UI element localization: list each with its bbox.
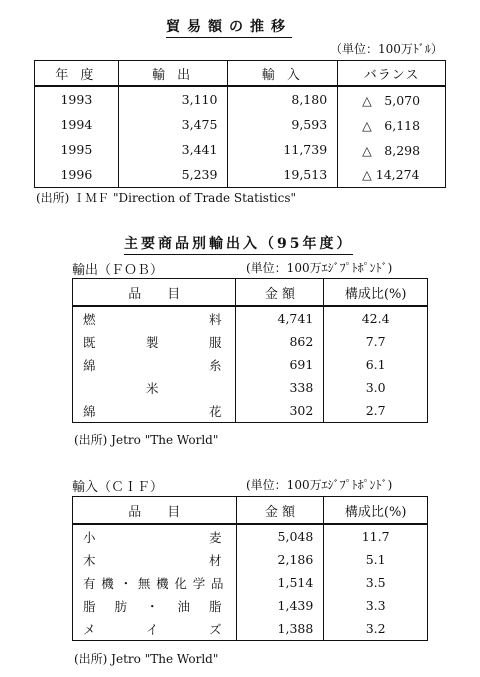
amount-cell: 1,439 bbox=[236, 594, 324, 617]
header-amount: 金 額 bbox=[236, 279, 324, 307]
header-export: 輸 出 bbox=[118, 61, 228, 87]
item-cell: 小麦 bbox=[73, 524, 237, 548]
goods-title: 主要商品別輸出入（95年度） bbox=[124, 233, 353, 255]
item-cell: 既製服 bbox=[73, 330, 236, 353]
item-cell: メイズ bbox=[73, 617, 237, 641]
share-cell: 2.7 bbox=[324, 399, 428, 423]
import-cell: 19,513 bbox=[228, 162, 338, 188]
item-cell: 有機・無機化学品 bbox=[73, 571, 237, 594]
header-item: 品 目 bbox=[73, 279, 236, 307]
header-year: 年 度 bbox=[35, 61, 119, 87]
table-row bbox=[35, 137, 446, 162]
table-row bbox=[73, 376, 428, 399]
amount-cell: 338 bbox=[236, 376, 324, 399]
year-cell: 1996 bbox=[35, 162, 119, 188]
share-cell: 3.0 bbox=[324, 376, 428, 399]
trade-table bbox=[34, 60, 446, 188]
header-import: 輸 入 bbox=[228, 61, 338, 87]
table-row bbox=[73, 594, 428, 617]
table-header-row bbox=[35, 61, 446, 87]
import-cell: 9,593 bbox=[228, 112, 338, 137]
share-cell: 42.4 bbox=[324, 306, 428, 330]
share-cell: 5.1 bbox=[324, 548, 428, 571]
item-cell: 木材 bbox=[73, 548, 237, 571]
table-row bbox=[73, 548, 428, 571]
table-row bbox=[35, 112, 446, 137]
exports-table bbox=[72, 278, 428, 423]
amount-cell: 302 bbox=[236, 399, 324, 423]
share-cell: 3.2 bbox=[324, 617, 428, 641]
item-cell: 綿花 bbox=[73, 399, 236, 423]
table-row bbox=[73, 399, 428, 423]
table-row bbox=[73, 617, 428, 641]
table-row bbox=[73, 306, 428, 330]
table-header-row bbox=[73, 279, 428, 307]
amount-cell: 4,741 bbox=[236, 306, 324, 330]
header-item: 品 目 bbox=[73, 497, 237, 525]
import-cell: 8,180 bbox=[228, 86, 338, 112]
table-header-row bbox=[73, 497, 428, 525]
table-row bbox=[73, 571, 428, 594]
exports-unit: (単位：100万ｴｼﾞﾌﾟﾄﾎﾟﾝﾄﾞ) bbox=[246, 261, 393, 275]
trade-unit: （単位：100万ﾄﾞﾙ） bbox=[330, 42, 443, 56]
amount-cell: 2,186 bbox=[236, 548, 324, 571]
table-row bbox=[73, 353, 428, 376]
amount-cell: 862 bbox=[236, 330, 324, 353]
item-cell: 脂肪・油脂 bbox=[73, 594, 237, 617]
imports-source: (出所) Jetro "The World" bbox=[74, 652, 219, 666]
table-row bbox=[73, 330, 428, 353]
imports-unit: (単位：100万ｴｼﾞﾌﾟﾄﾎﾟﾝﾄﾞ) bbox=[246, 478, 393, 492]
item-cell: 燃料 bbox=[73, 306, 236, 330]
amount-cell: 691 bbox=[236, 353, 324, 376]
balance-cell: △ 8,298 bbox=[338, 137, 446, 162]
amount-cell: 1,514 bbox=[236, 571, 324, 594]
header-amount: 金 額 bbox=[236, 497, 324, 525]
export-cell: 3,475 bbox=[118, 112, 228, 137]
exports-source: (出所) Jetro "The World" bbox=[74, 433, 219, 447]
table-row bbox=[73, 524, 428, 548]
export-cell: 3,441 bbox=[118, 137, 228, 162]
table-row bbox=[35, 162, 446, 188]
year-cell: 1994 bbox=[35, 112, 119, 137]
imports-table bbox=[72, 496, 428, 641]
amount-cell: 5,048 bbox=[236, 524, 324, 548]
share-cell: 11.7 bbox=[324, 524, 428, 548]
imports-label: 輸入（ＣＩＦ） bbox=[72, 480, 164, 495]
share-cell: 6.1 bbox=[324, 353, 428, 376]
share-cell: 3.3 bbox=[324, 594, 428, 617]
import-cell: 11,739 bbox=[228, 137, 338, 162]
share-cell: 3.5 bbox=[324, 571, 428, 594]
trade-source: (出所) ＩＭＦ "Direction of Trade Statistics" bbox=[36, 191, 297, 205]
export-cell: 3,110 bbox=[118, 86, 228, 112]
header-balance: バランス bbox=[338, 61, 446, 87]
balance-cell: △ 6,118 bbox=[338, 112, 446, 137]
year-cell: 1995 bbox=[35, 137, 119, 162]
export-cell: 5,239 bbox=[118, 162, 228, 188]
share-cell: 7.7 bbox=[324, 330, 428, 353]
item-cell: 米 bbox=[73, 376, 236, 399]
trade-title: 貿易額の推移 bbox=[166, 16, 292, 38]
item-cell: 綿糸 bbox=[73, 353, 236, 376]
exports-label: 輸出（ＦＯＢ） bbox=[72, 263, 164, 278]
balance-cell: △ 5,070 bbox=[338, 86, 446, 112]
balance-cell: △ 14,274 bbox=[338, 162, 446, 188]
header-share: 構成比(%) bbox=[324, 497, 428, 525]
year-cell: 1993 bbox=[35, 86, 119, 112]
table-row bbox=[35, 86, 446, 112]
amount-cell: 1,388 bbox=[236, 617, 324, 641]
header-share: 構成比(%) bbox=[324, 279, 428, 307]
